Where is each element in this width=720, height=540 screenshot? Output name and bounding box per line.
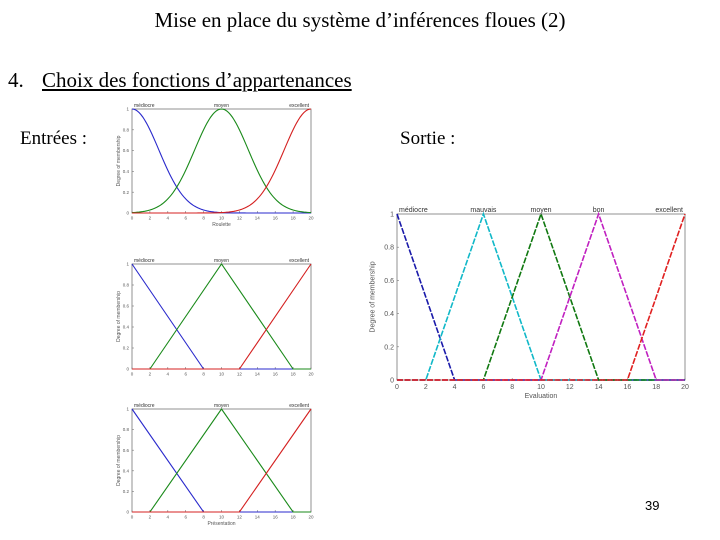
section-number: 4. <box>8 68 24 92</box>
x-tick-label: 16 <box>623 384 632 391</box>
y-tick-label: 0.6 <box>384 277 394 285</box>
x-tick-label: 0 <box>130 371 134 377</box>
series-label-mauvais: mauvais <box>470 207 497 214</box>
x-tick-label: 6 <box>481 384 486 391</box>
chart-input-1 <box>115 100 320 235</box>
chart-output <box>365 192 690 422</box>
y-tick-label: 0.2 <box>122 189 129 195</box>
x-tick-label: 0 <box>130 215 134 221</box>
x-tick-label: 8 <box>202 514 205 520</box>
y-tick-label: 0.6 <box>122 447 129 453</box>
section-heading <box>8 68 352 93</box>
y-tick-label: 0 <box>126 366 129 372</box>
x-tick-label: 4 <box>166 215 170 221</box>
series-label-moyen: moyen <box>213 258 230 264</box>
y-tick-label: 0.4 <box>122 324 129 330</box>
series-label-bon: bon <box>592 207 605 214</box>
x-tick-label: 16 <box>272 514 278 520</box>
x-tick-label: 8 <box>202 215 205 221</box>
slide-title: Mise en place du système d’inférences floues (2) <box>154 8 566 32</box>
x-tick-label: 8 <box>202 371 205 377</box>
series-label-excellent: excellent <box>655 207 683 214</box>
y-tick-label: 0 <box>390 377 394 385</box>
x-tick-label: 20 <box>308 215 314 221</box>
chart-input-2 <box>115 255 320 385</box>
series-label-mediocre: médiocre <box>134 103 155 109</box>
x-tick-label: 12 <box>565 384 574 391</box>
x-tick-label: 12 <box>236 514 242 520</box>
series-label-mediocre: médiocre <box>399 207 428 214</box>
x-tick-label: 14 <box>254 371 260 377</box>
x-tick-label: 12 <box>236 371 242 377</box>
y-tick-label: 0.6 <box>122 303 129 309</box>
section-text: Choix des fonctions d’appartenances <box>42 68 352 92</box>
x-tick-label: 10 <box>218 514 225 520</box>
series-label-moyen: moyen <box>213 103 230 109</box>
x-tick-label: 0 <box>130 514 134 520</box>
y-tick-label: 0.4 <box>384 311 394 319</box>
y-axis-label: Degree of membership <box>116 435 122 486</box>
x-axis-label: Présentation <box>207 521 236 527</box>
y-tick-label: 1 <box>126 406 129 412</box>
y-tick-label: 0.8 <box>122 282 129 288</box>
x-tick-label: 6 <box>184 215 187 221</box>
x-tick-label: 18 <box>290 514 296 520</box>
inputs-label: Entrées : <box>20 128 88 149</box>
y-axis-label: Degree of membership <box>116 291 122 342</box>
series-label-mediocre: médiocre <box>134 258 155 264</box>
series-label-moyen: moyen <box>213 403 230 409</box>
output-label: Sortie : <box>400 128 456 149</box>
x-tick-label: 14 <box>254 215 260 221</box>
x-tick-label: 2 <box>148 371 152 377</box>
x-tick-label: 10 <box>537 384 545 391</box>
y-tick-label: 0.4 <box>122 468 129 474</box>
y-tick-label: 1 <box>390 211 394 219</box>
y-tick-label: 1 <box>126 261 129 267</box>
y-tick-label: 0.2 <box>384 344 394 352</box>
series-label-excellent: excellent <box>289 403 309 409</box>
y-tick-label: 0.8 <box>122 127 129 133</box>
y-tick-label: 0.8 <box>384 244 394 252</box>
y-tick-label: 0.6 <box>122 148 129 154</box>
x-tick-label: 18 <box>290 371 296 377</box>
x-tick-label: 18 <box>290 215 296 221</box>
x-tick-label: 10 <box>218 371 225 377</box>
x-tick-label: 12 <box>236 215 242 221</box>
y-tick-label: 0.8 <box>122 427 129 433</box>
x-tick-label: 0 <box>395 384 399 391</box>
x-tick-label: 14 <box>594 384 603 391</box>
x-tick-label: 6 <box>184 514 187 520</box>
x-tick-label: 20 <box>308 514 314 520</box>
x-tick-label: 4 <box>166 514 170 520</box>
y-tick-label: 0 <box>126 210 129 216</box>
x-tick-label: 20 <box>681 384 689 391</box>
x-tick-label: 2 <box>148 215 152 221</box>
series-label-moyen: moyen <box>530 207 552 214</box>
x-tick-label: 4 <box>452 384 457 391</box>
page-number: 39 <box>645 498 660 513</box>
x-axis-label: Roulette <box>212 222 231 228</box>
x-tick-label: 16 <box>272 371 278 377</box>
series-label-excellent: excellent <box>289 103 309 109</box>
x-tick-label: 2 <box>423 384 428 391</box>
y-tick-label: 0.2 <box>122 345 129 351</box>
x-tick-label: 8 <box>510 384 515 391</box>
x-tick-label: 2 <box>148 514 152 520</box>
x-tick-label: 16 <box>272 215 278 221</box>
x-axis-label: Evaluation <box>524 393 558 400</box>
y-tick-label: 1 <box>126 106 129 112</box>
x-tick-label: 4 <box>166 371 170 377</box>
chart-input-3 <box>115 400 320 535</box>
y-tick-label: 0.4 <box>122 168 129 174</box>
x-tick-label: 18 <box>652 384 661 391</box>
series-label-excellent: excellent <box>289 258 309 264</box>
y-tick-label: 0.2 <box>122 488 129 494</box>
y-axis-label: Degree of membership <box>369 261 377 333</box>
x-tick-label: 14 <box>254 514 260 520</box>
y-tick-label: 0 <box>126 509 129 515</box>
y-axis-label: Degree of membership <box>116 135 122 187</box>
x-tick-label: 6 <box>184 371 187 377</box>
series-label-mediocre: médiocre <box>134 403 155 409</box>
x-tick-label: 10 <box>218 215 225 221</box>
x-tick-label: 20 <box>308 371 314 377</box>
